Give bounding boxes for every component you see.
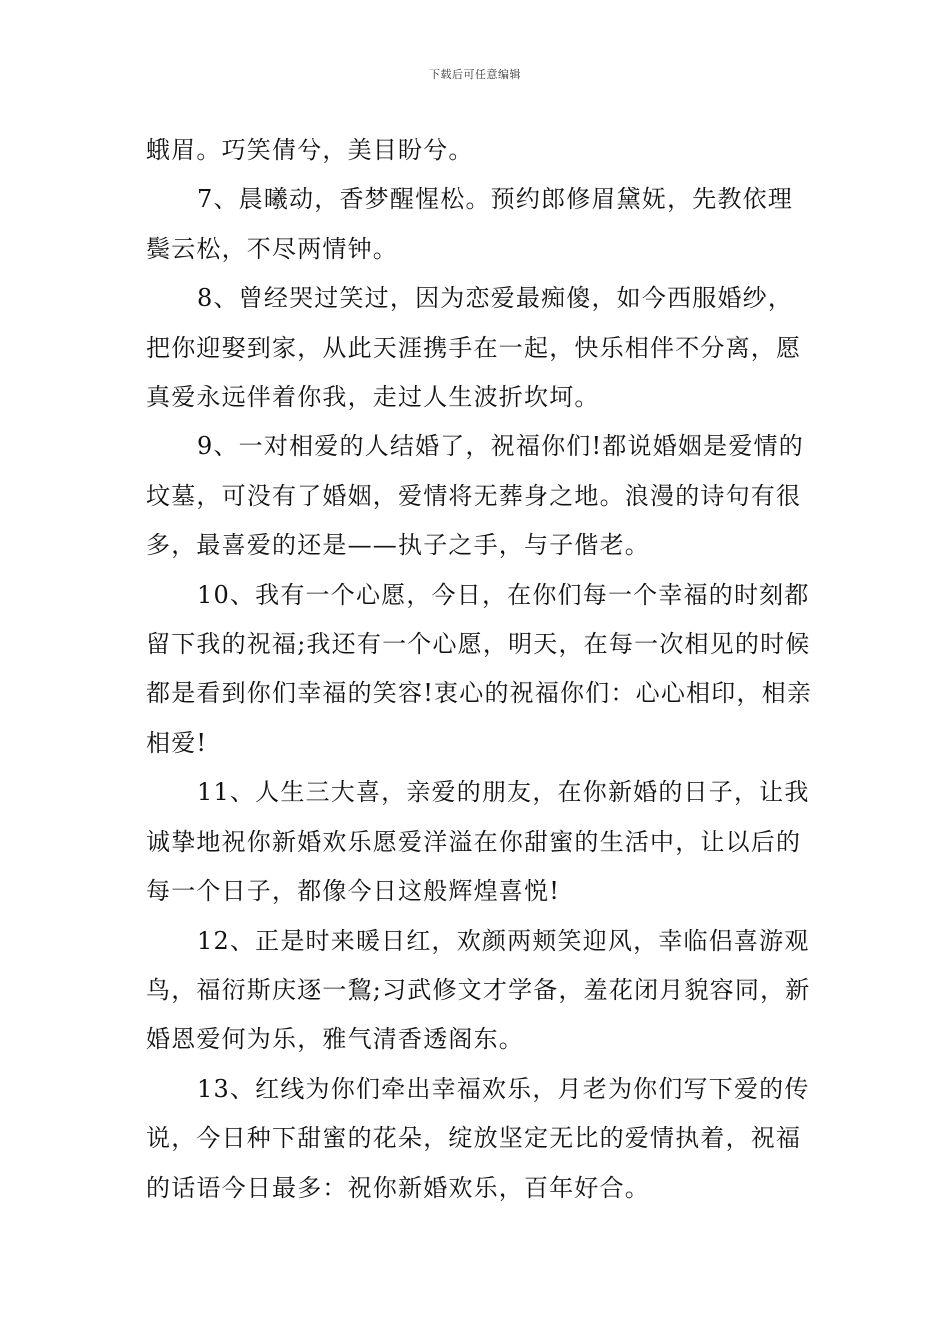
paragraph-item-9: 9、一对相爱的人结婚了，祝福你们!都说婚姻是爱情的坟墓，可没有了婚姻，爱情将无葬身之地。浪漫的诗句有很多，最喜爱的还是——执子之手，与子偕老。 — [146, 432, 804, 560]
paragraph-item-11: 11、人生三大喜，亲爱的朋友，在你新婚的日子，让我诚挚地祝你新婚欢乐愿爱洋溢在你甜蜜的生活中，让以后的每一个日子，都像今日这般辉煌喜悦! — [146, 778, 810, 906]
page-header: 下载后可任意编辑 — [429, 68, 521, 81]
paragraph-item-7: 7、晨曦动，香梦醒惺松。预约郎修眉黛妩，先教依理鬓云松，不尽两情钟。 — [146, 185, 794, 263]
paragraph-item-8: 8、曾经哭过笑过，因为恋爱最痴傻，如今西服婚纱，把你迎娶到家，从此天涯携手在一起，快乐相伴不分离，愿真爱永远伴着你我，走过人生波折坎坷。 — [146, 284, 802, 412]
paragraph-item-12: 12、正是时来暖日红，欢颜两颊笑迎风，幸临侣喜游观鸟，福衍斯庆逐一鵹;习武修文才学备，羞花闭月貌容同，新婚恩爱何为乐，雅气清香透阁东。 — [146, 926, 811, 1054]
paragraph-item-10: 10、我有一个心愿，今日，在你们每一个幸福的时刻都留下我的祝福;我还有一个心愿，明天，在每一次相见的时候都是看到你们幸福的笑容!衷心的祝福你们：心心相印，相亲相爱! — [146, 580, 813, 757]
document-body — [146, 126, 818, 1213]
paragraph-continuation: 蛾眉。巧笑倩兮，美目盼兮。 — [146, 136, 474, 164]
paragraph-item-13: 13、红线为你们牵出幸福欢乐，月老为你们写下爱的传说，今日种下甜蜜的花朵，绽放坚定无比的爱情执着，祝福的话语今日最多：祝你新婚欢乐，百年好合。 — [146, 1074, 810, 1202]
